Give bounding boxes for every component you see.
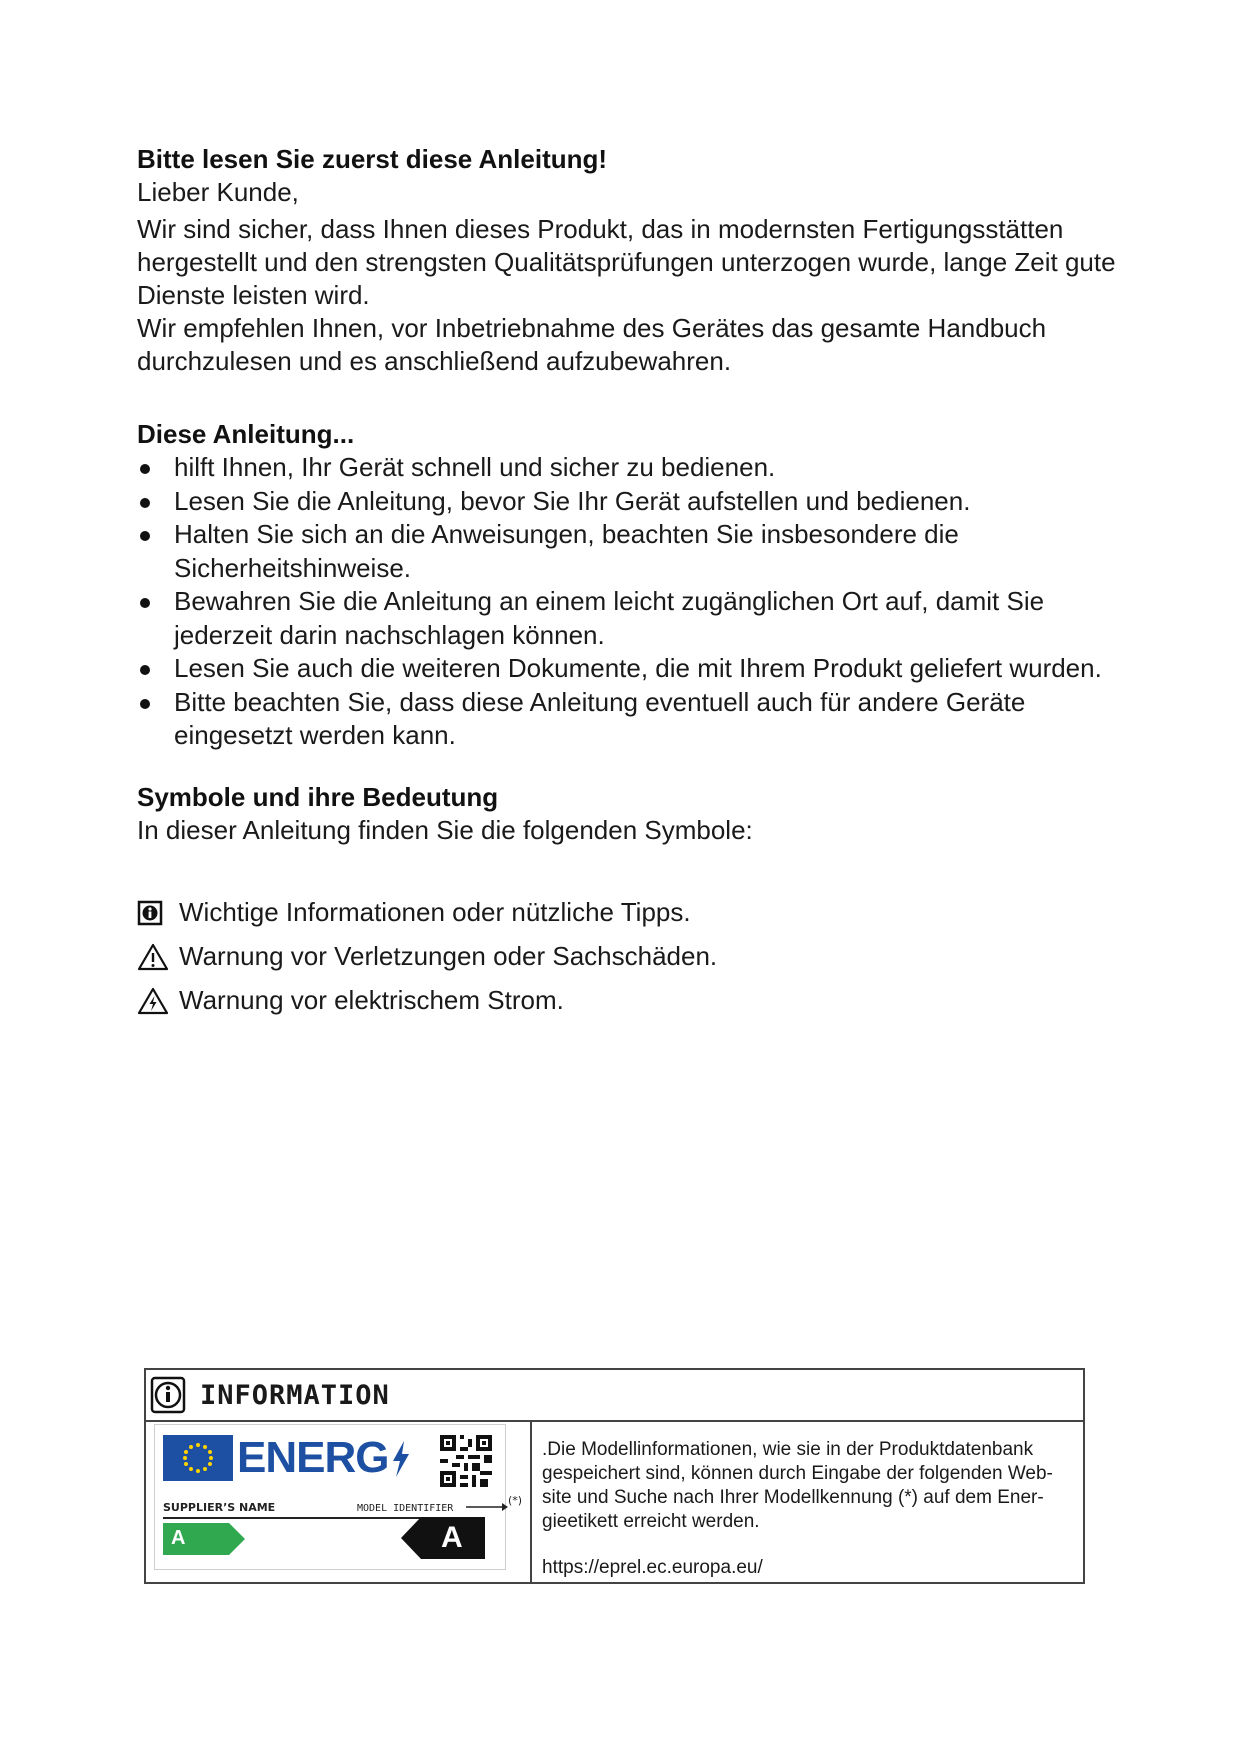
manual-page (137, 143, 1117, 1023)
energy-class-scale-arrow (163, 1523, 245, 1555)
eu-flag-icon (163, 1435, 233, 1481)
manual-heading: Diese Anleitung... (137, 419, 355, 449)
symbol-electric-text: Warnung vor elektrischem Strom. (179, 985, 564, 1015)
symbol-info-text: Wichtige Informationen oder nützliche Tipps. (179, 897, 691, 927)
warning-icon (137, 943, 179, 971)
symbol-row-info (137, 891, 1117, 935)
list-item: hilft Ihnen, Ihr Gerät schnell und sicher zu bedienen. (137, 451, 1117, 485)
energy-class-indicator-label: A (441, 1521, 463, 1554)
energy-word: ENERG (237, 1433, 389, 1482)
qr-code-icon (440, 1435, 492, 1487)
symbol-row-electric (137, 979, 1117, 1023)
lightning-icon (389, 1439, 413, 1479)
list-item: Lesen Sie die Anleitung, bevor Sie Ihr Gerät aufstellen und bedienen. (137, 485, 1117, 519)
energy-logo (237, 1435, 417, 1481)
model-identifier: MODEL IDENTIFIER (357, 1503, 454, 1514)
bullet-icon (140, 531, 150, 541)
information-box (144, 1368, 1085, 1584)
list-item: Lesen Sie auch die weiteren Dokumente, die mit Ihrem Produkt geliefert wurden. (137, 652, 1117, 686)
list-item: Bewahren Sie die Anleitung an einem leicht zugänglichen Ort auf, damit Sie jederzeit darin nachschlagen können. (137, 585, 1117, 652)
manual-bullet-list (137, 451, 1117, 753)
intro-paragraph-1: Wir sind sicher, dass Ihnen dieses Produkt, das in modernsten Fertigungsstätten hergestellt und den strengsten Qualitätsprüfungen unterzogen wurde, lange Zeit gute Dienste leisten wird. (137, 214, 1116, 310)
info-icon (137, 900, 179, 926)
information-text: .Die Modellinformationen, wie sie in der Produktdatenbank gespeichert sind, können durch Eingabe der folgenden Web-site und Suche nach Ihrer Modellkennung (*) auf dem Ener-gieetikett erreicht werden. (542, 1439, 1053, 1532)
bullet-icon (140, 464, 150, 474)
symbols-section (137, 781, 1117, 1023)
information-text-panel (532, 1422, 1083, 1582)
energy-class-scale-label: A (171, 1527, 186, 1549)
symbols-heading: Symbole und ihre Bedeutung (137, 781, 499, 812)
energy-label-panel (146, 1422, 532, 1582)
information-header (146, 1370, 1083, 1422)
symbol-warning-text: Warnung vor Verletzungen oder Sachschäden. (179, 941, 718, 971)
energy-label (154, 1424, 506, 1570)
model-note-marker: (*) (508, 1494, 523, 1507)
list-item: Bitte beachten Sie, dass diese Anleitung eventuell auch für andere Geräte eingesetzt werden kann. (137, 686, 1117, 753)
greeting: Lieber Kunde, (137, 177, 299, 207)
energy-class-indicator (401, 1517, 485, 1559)
arrow-icon (466, 1502, 508, 1512)
symbol-list (137, 891, 1117, 1023)
symbols-intro: In dieser Anleitung finden Sie die folgenden Symbole: (137, 814, 753, 845)
electric-warning-icon (137, 987, 179, 1015)
bullet-icon (140, 699, 150, 709)
symbol-row-warning (137, 935, 1117, 979)
supplier-name: SUPPLIER’S NAME (163, 1501, 276, 1514)
information-title: INFORMATION (200, 1379, 390, 1411)
bullet-icon (140, 598, 150, 608)
bullet-icon (140, 498, 150, 508)
intro-heading: Bitte lesen Sie zuerst diese Anleitung! (137, 144, 608, 174)
info-icon (150, 1376, 186, 1414)
bullet-icon (140, 665, 150, 675)
list-item: Halten Sie sich an die Anweisungen, beachten Sie insbesondere die Sicherheitshinweise. (137, 518, 1117, 585)
eprel-link[interactable]: https://eprel.ec.europa.eu/ (542, 1557, 763, 1578)
intro-paragraph-2: Wir empfehlen Ihnen, vor Inbetriebnahme des Gerätes das gesamte Handbuch durchzulesen und es anschließend aufzubewahren. (137, 313, 1047, 376)
manual-section (137, 418, 1117, 753)
